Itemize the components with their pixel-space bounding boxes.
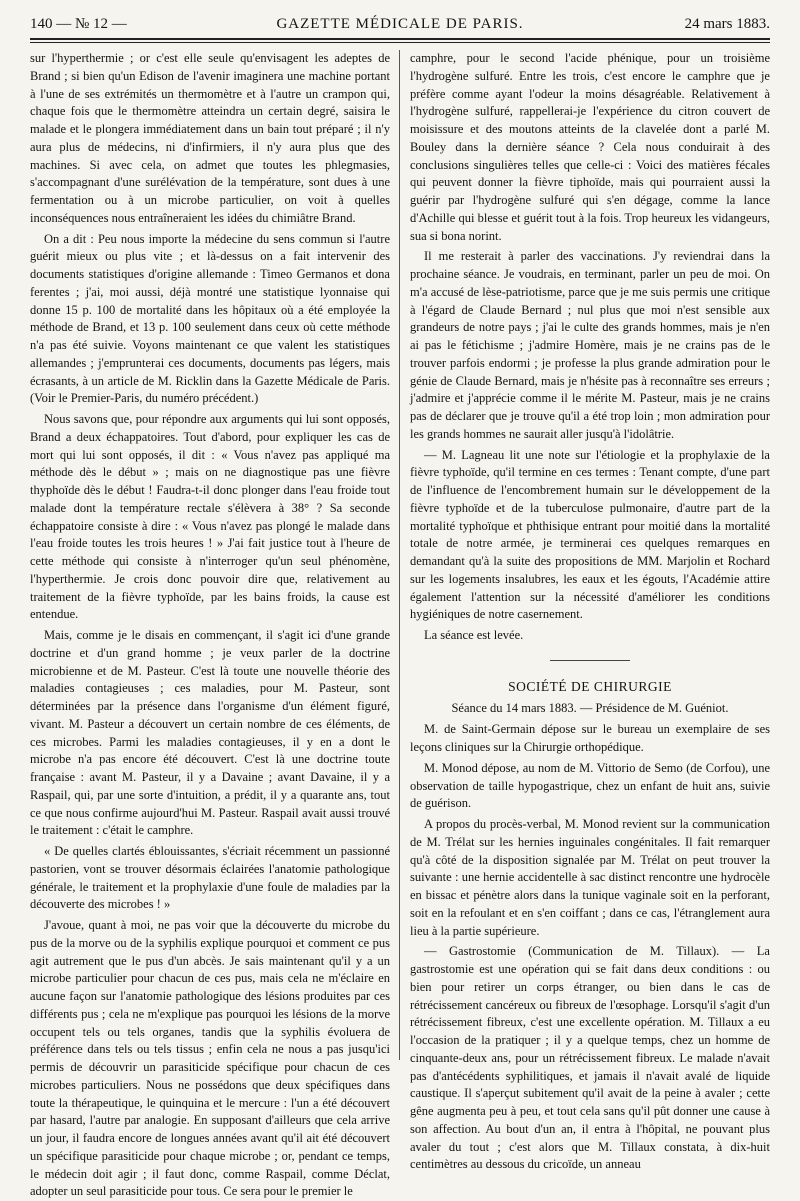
paragraph: camphre, pour le second l'acide phénique, pour un troisième l'hydrogène sulfuré. Entre les trois, c'est encore le camphre que je préfère comme ayant l'odeur la moins désagréable. Relativement à l'hydrogène sulfuré, rappellerai-je l'expérience du citron couvert de moisissure et des moutons atteints de la clavelée dont a parlé M. Bouley dans la dernière séance ? Cela nous conduirait à des conclusions singulières telles que celle-ci : Voici des matières fécales qui peuvent donner la fièvre tiphoïde, mais qui pourraient aussi la guérir par l'hydrogène sulfuré qui s'en dégage, comme la lance d'Achille qui blesse et guérit tout à la fois. Trop heureux les vidangeurs, sua si bona norint. bbox=[410, 51, 770, 243]
paragraph: sur l'hyperthermie ; or c'est elle seule qu'envisagent les adeptes de Brand ; si bien qu'un Edison de l'avenir imaginera une machine portant à l'une de ses extrémités un thermomètre et à l'autre un crampon qui, chaque fois que le thermomètre atteindra un certain degré, saisira le malade et le plongera immédiatement dans un bain tout préparé ; il n'y aura plus de médecins, ni d'infirmiers, il n'y aura plus que des machines. Si avec cela, on admet que toutes les phlegmasies, s'accompagnant d'une surélévation de la température, sont dues à une fermentation ou à un microbe particulier, on voit à quelles inconséquences nous entraîneraient les idées du chimiâtre Brand. bbox=[30, 51, 390, 225]
left-column bbox=[30, 50, 390, 1199]
column-divider bbox=[399, 50, 400, 1060]
journal-title: GAZETTE MÉDICALE DE PARIS. bbox=[276, 16, 524, 32]
paragraph: Mais, comme je le disais en commençant, il s'agit ici d'une grande doctrine et d'un grand homme ; je veux parler de la doctrine microbienne et de M. Pasteur. C'est là toute une nouvelle théorie des maladies contagieuses ; ces maladies, pour M. Pasteur, sont déterminées par la présence dans l'organisme d'un élément figuré, vivant. M. Pasteur a découvert un certain nombre de ces éléments, de ces microbes. Parmi les maladies contagieuses, il y en a dont le microbe n'a pas encore été découvert. C'est là une doctrine toute française : avant M. Pasteur, il y a Davaine ; avant Davaine, il y a Raspail, qui, par une sorte d'intuition, a prédit, il y a quarante ans, tout ce que nous confirme aujourd'hui M. Pasteur. Raspail avait aussi trouvé le traitement : c'était le camphre. bbox=[30, 628, 390, 838]
page-number: 140 — № 12 — bbox=[30, 16, 127, 32]
page-header bbox=[30, 12, 770, 38]
paragraph: — M. Lagneau lit une note sur l'étiologie et la prophylaxie de la fièvre typhoïde, qu'il termine en ces termes : Tenant compte, d'une part de l'influence de l'encombrement humain sur le développement de la fièvre typhoïde et de la tuberculose pulmonaire, d'autre part de la mortalité typhoïque et phthisique entrant pour moitié dans la mortalité totale de notre armée, je terminerai ces quelques remarques en demandant qu'à la suite des propositions de MM. Marjolin et Rochard sur les logements insalubres, les eaux et les égouts, l'Académie attire également l'attention sur la nécessité d'améliorer les conditions hygiéniques de notre casernement. bbox=[410, 447, 770, 622]
right-column bbox=[410, 50, 770, 1172]
paragraph: « De quelles clartés éblouissantes, s'écriait récemment un passionné pastorien, vont se trouver désormais éclairées l'anatomie pathologique générale, le traitement et la prophylaxie d'une foule de maladies par la découverte des microbes ! » bbox=[30, 844, 390, 912]
section-separator bbox=[410, 649, 770, 667]
paragraph: M. Monod dépose, au nom de M. Vittorio de Semo (de Corfou), une observation de taille hypogastrique, chez un enfant de huit ans, suivie de guérison. bbox=[410, 760, 770, 811]
paragraph: J'avoue, quant à moi, ne pas voir que la découverte du microbe du pus de la morve ou de la syphilis explique pourquoi et comment ce pus agit autrement que le pus d'un abcès. Je sais maintenant qu'il y a un microbe particulier pour chacun de ces pus, mais cela ne m'éclaire en aucune façon sur l'anatomie pathologique des lésions produites par ces différents pus ; cela ne m'explique pas pourquoi les lésions de la morve occupent tels ou tels organes, tandis que la syphilis évoluera de préférence dans tels ou tels tissus ; enfin cela ne nous a pas jusqu'ici permis de découvrir un parasiticide spécifique pour chacun de ces microbes particuliers. Nous ne possédons que deux spécifiques dans toute la thérapeutique, le quinquina et le mercure : l'un a été découvert par hasard, l'autre par analogie. En supposant d'ailleurs que cela arrive un jour, il faudra encore de longues années avant qu'il ait été découvert un spécifique parasiticide pour chaque microbe ; or, pendant ce temps, le médecin doit agir ; il faut donc, comme Raspail, comme Déclat, adopter un seul parasiticide pour tous. Ce sera pour le premier le bbox=[30, 918, 390, 1199]
paragraph: Il me resterait à parler des vaccinations. J'y reviendrai dans la prochaine séance. Je voudrais, en terminant, parler un peu de moi. On m'a accusé de lèse-patriotisme, parce que je me suis permis une critique à l'égard de Claude Bernard ; nul plus que moi n'est sensible aux grandeurs de notre pays ; j'ai le culte des grands hommes, mais je n'en ai pas le fétichisme ; j'admire Homère, mais je ne crains pas de le trouver parfois endormi ; je professe la plus grande admiration pour le génie de Claude Bernard, mais je n'hésite pas à reconnaître ses erreurs ; j'admire et j'apprécie comme il le mérite M. Pasteur, mais je ne crains pas de déclarer que je trouve qu'il a été trop loin ; mon admiration pour les grands hommes ne saurait aller jusqu'à l'idolâtrie. bbox=[410, 249, 770, 441]
paragraph: A propos du procès-verbal, M. Monod revient sur la communication de M. Trélat sur les hernies inguinales congénitales. Il fait remarquer qu'à côté de la disposition signalée par M. Trélat on peut trouver la suivante : une hernie accidentelle à sac distinct rencontre une hydrocèle en bissac et pénètre alors dans la tunique vaginale soit en la perforant, soit en la refoulant et en s'en coiffant ; dans ce cas, l'étranglement aura lieu à la partie supérieure. bbox=[410, 817, 770, 938]
issue-date: 24 mars 1883. bbox=[684, 16, 770, 32]
section-title: SOCIÉTÉ DE CHIRURGIE bbox=[508, 678, 672, 694]
header-rule-thin bbox=[30, 42, 770, 43]
paragraph: Nous savons que, pour répondre aux arguments qui lui sont opposés, Brand a deux échappatoires. Tout d'abord, pour expliquer les cas de mort qui lui sont opposés, il dit : « Vous n'avez pas appliqué ma méthode dès le début » ; mais on ne diagnostique pas une fièvre thyphoïde dès le début ! Faudra-t-il donc plonger dans l'eau froide tout malade dont la température rectale s'élèvera à 38° ? Sa seconde échappatoire consiste à dire : « Vous n'avez pas plongé le malade dans l'eau froide toutes les trois heures ! » J'ai fait justice tout à l'heure de cette méthode qui consiste à n'interroger qu'un seul phénomène, l'hyperthermie. Je crois donc pouvoir dire que, relativement au traitement de la fièvre typhoïde, par les bains froids, la cause est entendue. bbox=[30, 412, 390, 622]
paragraph: M. de Saint-Germain dépose sur le bureau un exemplaire de ses leçons cliniques sur la Chirurgie orthopédique. bbox=[410, 722, 770, 755]
paragraph: On a dit : Peu nous importe la médecine du sens commun si l'autre guérit mieux ou plus vite ; et là-dessus on a fait intervenir des documents statistiques d'origine allemande : Timeo Germanos et dona ferentes ; j'ai, moi aussi, déjà montré une statistique lyonnaise qui donne 15 p. 100 de mortalité dans les hôpitaux où a été employée la méthode de Brand, et 13 p. 100 seulement dans ceux où cette méthode n'a pas été suivie. Voyons maintenant ce que valent les statistiques allemandes ; j'emprunterai ces documents, documents pas légers, mais écrasants, à un article de M. Ricklin dans la Gazette Médicale de Paris. (Voir le Premier-Paris, du numéro précédent.) bbox=[30, 231, 390, 406]
session-heading: Séance du 14 mars 1883. — Présidence de M. Guéniot. bbox=[451, 700, 729, 715]
paragraph: — Gastrostomie (Communication de M. Tillaux). — La gastrostomie est une opération qui se fait dans deux conditions : ou bien pour retirer un corps étranger, ou bien dans le cas de rétrécissement cancéreux ou fibreux de l'œsophage. Lorsqu'il s'agit d'un rétrécissement fibreux, c'est une excellente opération. M. Tillaux a eu l'occasion de la pratiquer ; il y a quelque temps, chez un homme de cinquante-deux ans, pour un rétrécissement fibreux. Le malade n'avait pas d'antécédents syphilitiques, et jamais il n'avait avalé de liquide caustique. Il s'aperçut subitement qu'il avait de la peine à avaler ; cette gêne augmenta peu à peu, et tout cela sans qu'il pût donner une cause à son affection. Au bout d'un an, il entra à l'hôpital, ne pouvant plus avaler du tout ; c'est alors que M. Tillaux constata, à dix-huit centimètres au dessous du cricoïde, un anneau bbox=[410, 944, 770, 1172]
paragraph: La séance est levée. bbox=[424, 628, 524, 642]
header-rule bbox=[30, 38, 770, 40]
